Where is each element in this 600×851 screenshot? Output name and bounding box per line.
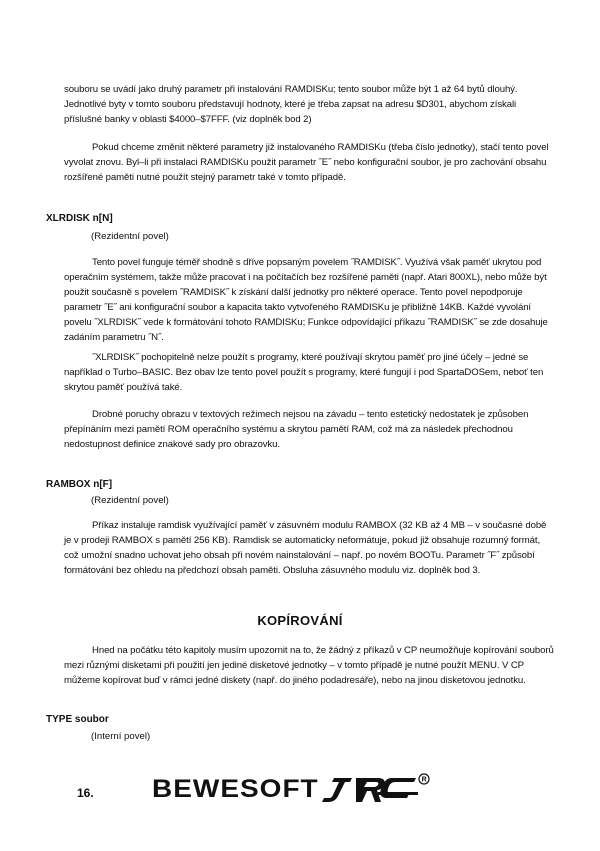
heading-type: TYPE soubor (46, 714, 109, 725)
subheading-xlrdisk-resident: (Rezidentní povel) (91, 231, 169, 242)
heading-rambox: RAMBOX n[F] (46, 479, 113, 490)
section-title-kopirovani: KOPÍROVÁNÍ (257, 613, 343, 628)
paragraph-xlrdisk-1: Tento povel funguje téměř shodně s dříve popsaným povelem ˝RAMDISK˝. Využívá však paměť ukrytou pod operačním systémem, takže může pracovat i na počítačích bez rozšířené paměti (např. Atari 800XL), nebo může být použit současně s povelem ˝RAMDISK˝ k získání další jednotky pro některé operace. Tento povel nepodporuje parametr ˝E˝ ani konfigurační soubor a kapacita takto vytvořeného RAMDISKu je přibližně 14KB. Každé vyvolání povelu ˝XLRDISK˝ vede k formátování tohoto RAMDISKu; Funkce odpovídající příkazu ˝RAMDISK˝ se zde dosahuje zadáním parametru ˝N˝. (64, 257, 548, 343)
bewesoft-logo: BEWESOFT (152, 774, 319, 803)
subheading-rambox-resident: (Rezidentní povel) (91, 495, 169, 506)
paragraph-kopirovani: Hned na počátku této kapitoly musím upozornit na to, že žádný z příkazů v CP neumožňuje kopírování souborů mezi různými disketami při použití jen jediné disketové jednotky – v tomto případě je nutné použít MENU. V CP můžeme kopírovat buď v rámci jedné diskety (např. do jiného podadresáře), nebo na jinou disketovou jednotku. (64, 645, 554, 686)
paragraph-ramdisk-config-file: souboru se uvádí jako druhý parametr při instalování RAMDISKu; tento soubor může být 1 až 64 bytů dlouhý. Jednotlivé byty v tomto souboru představují hodnoty, které je třeba zapsat na adresu $D301, abychom získali příslušné banky v oblasti $4000–$7FFF. (viz doplněk bod 2) (64, 84, 518, 125)
paragraph-xlrdisk-2: ˝XLRDISK˝ pochopitelně nelze použít s programy, které používají skrytou paměť pro jiné účely – jedné se například o Turbo–BASIC. Bez obav lze tento povel použít s programy, které fungují i pod SpartaDOSem, neboť ten skrytou paměť používá také. (64, 352, 544, 393)
paragraph-xlrdisk-3: Drobné poruchy obrazu v textových režimech nejsou na závadu – tento estetický nedostatek je způsoben přepínáním mezi pamětí ROM operačního systému a skrytou pamětí RAM, což má za následek přechodnou nedostupnost definice znakové sady pro obrazovku. (64, 409, 529, 450)
subheading-type-internal: (Interní povel) (91, 731, 151, 742)
jrc-logo-icon (320, 770, 435, 808)
page-number: 16. (77, 786, 94, 800)
paragraph-ramdisk-reconfigure: Pokud chceme změnit některé parametry již instalovaného RAMDISKu (třeba číslo jednotky), stačí tento povel vyvolat znovu. Byl–li při instalaci RAMDISKu použit parametr ˝E˝ nebo konfigurační soubor, je pro zachování obsahu rozšířené paměti nutné použít stejný parametr také v tomto případě. (64, 142, 549, 183)
heading-xlrdisk: XLRDISK n[N] (46, 213, 113, 224)
svg-text:R: R (421, 776, 427, 784)
paragraph-rambox: Příkaz instaluje ramdisk využívající paměť v zásuvném modulu RAMBOX (32 KB až 4 MB – v současné době je v prodeji RAMBOX s pamětí 256 KB). Ramdisk se automaticky neformátuje, pokud již obsahuje rozumný formát, což umožní snadno uchovat jeho obsah při novém nainstalování – např. po novém BOOTu. Parametr ˝F˝ způsobí formátování bez ohledu na předchozí obsah paměti. Obsluha zásuvného modulu viz. doplněk bod 3. (64, 520, 547, 576)
